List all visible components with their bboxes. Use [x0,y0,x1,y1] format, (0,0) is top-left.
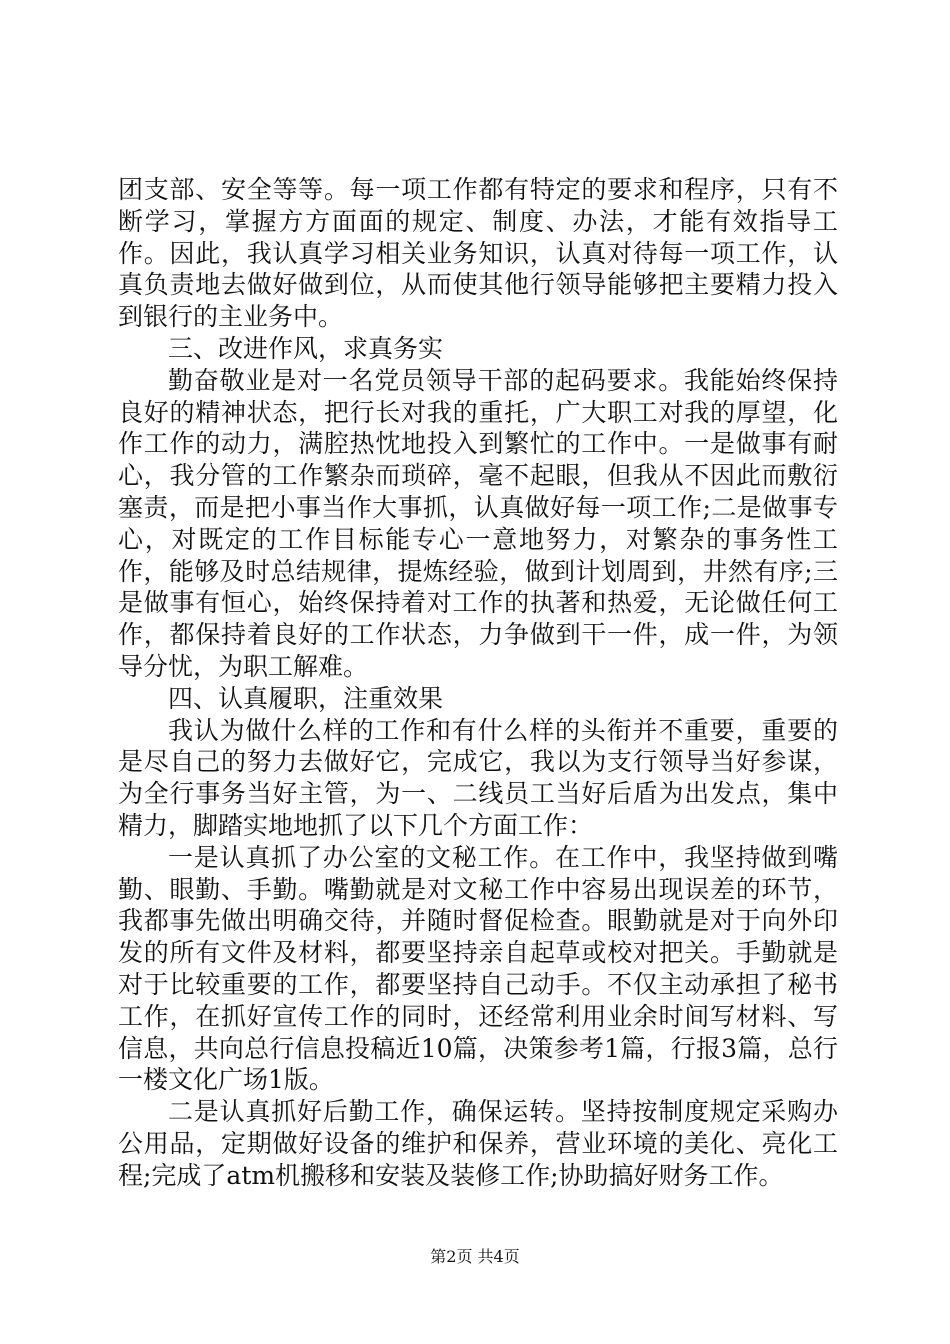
paragraph-logistics: 二是认真抓好后勤工作，确保运转。坚持按制度规定采购办公用品，定期做好设备的维护和保养，营业环境的美化、亮化工程;完成了atm机搬移和安装及装修工作;协助搞好财务工作。 [118,1097,838,1190]
section-heading-4: 四、认真履职，注重效果 [168,683,444,713]
page-footer: 第2页 共4页 [430,1247,520,1266]
paragraph-continuation: 团支部、安全等等。每一项工作都有特定的要求和程序，只有不断学习，掌握方方面面的规定、制度、办法，才能有效指导工作。因此，我认真学习相关业务知识，认真对待每一项工作，认真负责地去做好做到位，从而使其他行领导能够把主要精力投入到银行的主业务中。 [118,175,838,332]
paragraph-role: 我认为做什么样的工作和有什么样的头衔并不重要，重要的是尽自己的努力去做好它，完成它，我以为支行领导当好参谋，为全行事务当好主管，为一、二线员工当好后盾为出发点，集中精力，脚踏实地地抓了以下几个方面工作： [118,715,838,840]
paragraph-diligence: 勤奋敬业是对一名党员领导干部的起码要求。我能始终保持良好的精神状态，把行长对我的重托，广大职工对我的厚望，化作工作的动力，满腔热忱地投入到繁忙的工作中。一是做事有耐心，我分管的工作繁杂而琐碎，毫不起眼，但我从不因此而敷衍塞责，而是把小事当作大事抓，认真做好每一项工作;二是做事专心，对既定的工作目标能专心一意地努力，对繁杂的事务性工作，能够及时总结规律，提炼经验，做到计划周到，井然有序;三是做事有恒心，始终保持着对工作的执著和热爱，无论做任何工作，都保持着良好的工作状态，力争做到干一件，成一件，为领导分忧，为职工解难。 [118,365,838,681]
paragraph-secretarial: 一是认真抓了办公室的文秘工作。在工作中，我坚持做到嘴勤、眼勤、手勤。嘴勤就是对文秘工作中容易出现误差的环节，我都事先做出明确交待，并随时督促检查。眼勤就是对于向外印发的所有文件及材料，都要坚持亲自起草或校对把关。手勤就是对于比较重要的工作，都要坚持自己动手。不仅主动承担了秘书工作，在抓好宣传工作的同时，还经常利用业余时间写材料、写信息，共向总行信息投稿近10篇，决策参考1篇，行报3篇，总行一楼文化广场1版。 [118,842,838,1095]
section-heading-3: 三、改进作风，求真务实 [168,333,444,363]
document-body [118,174,838,1192]
